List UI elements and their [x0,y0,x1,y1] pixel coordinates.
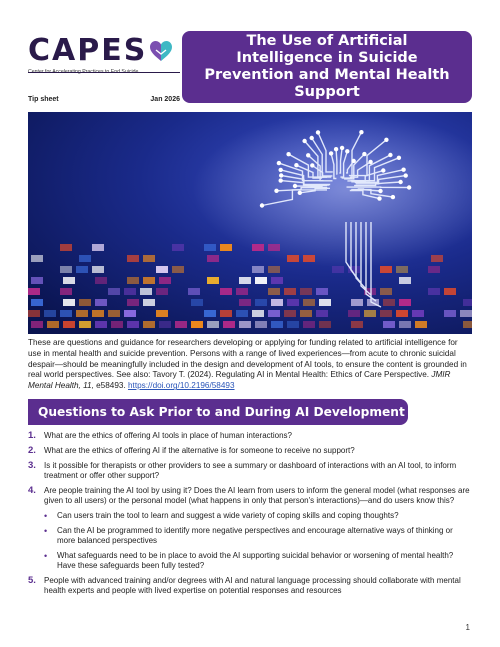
pixel-tile [428,266,440,273]
bullet-icon: • [44,525,48,536]
questions-list [28,431,472,601]
pixel-tile [412,310,424,317]
journal-citation: JMIR Mental Health, 11, [28,370,451,391]
pixel-tile [380,310,392,317]
doc-date-label: Jan 2026 [150,96,180,103]
pixel-tile [127,321,139,328]
pixel-tile [239,299,251,306]
pixel-tile [191,299,203,306]
ai-brain-circuit-illustration [28,112,472,334]
pixel-tile [31,299,43,306]
pixel-tile [207,277,219,284]
pixel-tile [255,277,267,284]
question-number: 3. [28,459,36,471]
heart-hands-icon [149,40,173,62]
circuit-node [334,147,338,151]
pixel-tile [188,288,200,295]
capes-logo [28,33,178,75]
pixel-tile [92,266,104,273]
intro-paragraph [28,338,472,392]
pixel-tile [63,299,75,306]
pixel-tile [444,288,456,295]
pixel-tile [220,310,232,317]
pixel-tile [300,288,312,295]
question-text: People with advanced training and/or degrees with AI and natural language processing should collaborate with mental health experts and people with lived expertise on potential responses and resources [44,575,461,596]
circuit-node [306,153,310,157]
circuit-node [345,149,349,153]
pixel-tile [172,244,184,251]
pixel-tile [396,266,408,273]
pixel-tile [79,255,91,262]
subquestion-text: Can the AI be programmed to identify more negative perspectives and encourage alternative ways of thinking or more balanced perspectives [57,525,453,545]
circuit-node [310,163,314,167]
circuit-node [340,146,344,150]
pixel-tile [31,321,43,328]
pixel-tile [220,244,232,251]
pixel-tile [92,310,104,317]
pixel-tile [444,310,456,317]
pixel-tile [351,321,363,328]
question-item [28,446,472,456]
pixel-tile [332,266,344,273]
pixel-tile [287,299,299,306]
pixel-tile [383,321,395,328]
pixel-tile [60,310,72,317]
pixel-tile [351,299,363,306]
pixel-tile [31,255,43,262]
pixel-tile [60,288,72,295]
pixel-tile [287,255,299,262]
circuit-node [298,191,302,195]
doi-link[interactable]: https://doi.org/10.2196/58493 [128,381,235,391]
pixel-tile [204,310,216,317]
question-number: 4. [28,484,36,496]
pixel-tile [172,266,184,273]
header-divider [28,72,180,73]
circuit-node [279,168,283,172]
pixel-tile [143,321,155,328]
pixel-tile [79,321,91,328]
circuit-node [352,159,356,163]
pixel-tile [316,310,328,317]
intro-text: These are questions and guidance for researchers developing or applying for funding related to artificial intelligence for use in mental health and suicide prevention. Persons with a range of lived experiences—from acute to chronic suicidal despair—should be meaningfully included in the design and development of AI tools, to ensure the content is grounded in real world perspectives. See also: Tavory T. (2024). Regulating AI in Mental Health: Ethics of Care Perspective. [28,338,467,380]
citation-tail: e58493. [93,381,128,391]
pixel-tile [223,321,235,328]
circuit-node [378,189,382,193]
pixel-tile [252,310,264,317]
question-text: Are people training the AI tool by using it? Does the AI learn from users to inform the general model (what responses are given to all users) or the personal model (what happens in only that person's interactions)—and do users know this? [44,485,470,505]
pixel-tile [159,277,171,284]
pixel-tile [396,310,408,317]
subquestion-item [44,551,472,572]
pixel-tile [28,288,40,295]
pixel-tile [95,299,107,306]
logo-wordmark [28,33,178,68]
pixel-tile [284,310,296,317]
pixel-tile [287,321,299,328]
section-title: Questions to Ask Prior to and During AI Development [38,405,405,419]
question-item [28,486,472,507]
pixel-tile [127,255,139,262]
circuit-node [381,168,385,172]
pixel-tile [159,321,171,328]
pixel-tile [415,321,427,328]
pixel-tile [143,255,155,262]
pixel-tile [204,244,216,251]
pixel-tile [156,266,168,273]
circuit-node [329,151,333,155]
pixel-tile [95,321,107,328]
pixel-tile [380,288,392,295]
subquestion-item [44,511,472,521]
circuit-node [316,130,320,134]
pixel-tile [207,255,219,262]
circuit-node [388,153,392,157]
pixel-tile [76,310,88,317]
pixel-tile [364,310,376,317]
pixel-tile [268,244,280,251]
pixel-tile [44,310,56,317]
pixel-tile [108,310,120,317]
circuit-node [377,196,381,200]
question-text: Is it possible for therapists or other providers to see a summary or dashboard of interactions with an AI tool, to inform treatment or offer other support? [44,460,457,480]
question-text: What are the ethics of offering AI tools in place of human interactions? [44,431,292,440]
pixel-tile [156,310,168,317]
circuit-node [279,173,283,177]
pixel-tile [268,266,280,273]
pixel-tile [92,244,104,251]
circuit-node [274,189,278,193]
pixel-tile [143,299,155,306]
pixel-tile [31,277,43,284]
pixel-tile [271,277,283,284]
pixel-tile [348,310,360,317]
pixel-tile [268,310,280,317]
bullet-icon: • [44,550,48,561]
pixel-tile [319,321,331,328]
question-item [28,576,472,597]
subquestion-text: Can users train the tool to learn and suggest a wide variety of coping skills and coping thoughts? [57,510,399,520]
question-text: What are the ethics of offering AI if the alternative is for someone to receive no support? [44,445,355,455]
pixel-tile [303,299,315,306]
circuit-node [384,138,388,142]
pixel-tile [236,288,248,295]
bullet-icon: • [44,510,48,521]
pixel-tile [252,244,264,251]
question-number: 1. [28,430,36,441]
circuit-node [302,139,306,143]
pixel-tile [255,299,267,306]
pixel-tile [236,310,248,317]
page-number: 1 [465,623,470,632]
pixel-tile [380,266,392,273]
subquestion-item [44,526,472,547]
doc-meta-row [28,96,180,103]
pixel-tile [79,299,91,306]
pixel-tile [220,288,232,295]
pixel-tile [60,244,72,251]
subquestion-text: What safeguards need to be in place to avoid the AI supporting suicidal behavior or worsening of mental health? Have these safeguards been fully tested? [57,550,454,570]
pixel-tile [111,321,123,328]
pixel-tile [239,277,251,284]
pixel-tile [399,299,411,306]
pixel-tile [63,277,75,284]
question-item [28,431,472,441]
pixel-tile [463,321,472,328]
circuit-node [277,161,281,165]
pixel-tile [124,288,136,295]
pixel-tile [124,310,136,317]
circuit-node [404,173,408,177]
circuit-node [407,185,411,189]
pixel-tile [316,288,328,295]
circuit-node [293,184,297,188]
question-number: 2. [28,444,36,456]
circuit-node [391,195,395,199]
pixel-tile [76,266,88,273]
pixel-tile [383,299,395,306]
circuit-node [368,160,372,164]
question-item [28,461,472,482]
pixel-tile [399,321,411,328]
pixel-tile [284,288,296,295]
pixel-tile [47,321,59,328]
pixel-tile [63,321,75,328]
circuit-node [286,152,290,156]
pixel-tile [207,321,219,328]
pixel-tile [175,321,187,328]
pixel-tile [271,321,283,328]
pixel-tile [319,299,331,306]
circuit-node [362,152,366,156]
pixel-tile [300,310,312,317]
pixel-tile [303,321,315,328]
pixel-tile [460,310,472,317]
pixel-tile [28,310,40,317]
pixel-tile [428,288,440,295]
circuit-node [310,136,314,140]
pixel-tile [127,299,139,306]
pixel-tile [239,321,251,328]
pixel-tile [95,277,107,284]
pixel-tile [191,321,203,328]
pixel-tile [156,288,168,295]
doc-type-label: Tip sheet [28,96,59,103]
pixel-tile [399,277,411,284]
page-title: The Use of Artificial Intelligence in Suicide Prevention and Mental Health Support [204,33,450,100]
circuit-node [397,156,401,160]
pixel-tile [127,277,139,284]
circuit-node [294,163,298,167]
pixel-tile [303,255,315,262]
pixel-tile [463,299,472,306]
title-banner [182,31,472,103]
logo-word-text: CAPES [28,33,148,68]
pixel-tile [60,266,72,273]
circuit-node [401,168,405,172]
question-number: 5. [28,574,36,586]
pixel-tile [140,288,152,295]
pixel-tile [252,266,264,273]
pixel-tile [143,277,155,284]
pixel-tile [431,255,443,262]
circuit-node [260,203,264,207]
pixel-tile [268,288,280,295]
pixel-tile [271,299,283,306]
circuit-node [398,180,402,184]
circuit-node [359,130,363,134]
circuit-node [279,178,283,182]
hero-ai-brain-image [28,112,472,334]
pixel-tile [108,288,120,295]
section-header-bar [28,399,408,425]
pixel-tile [255,321,267,328]
